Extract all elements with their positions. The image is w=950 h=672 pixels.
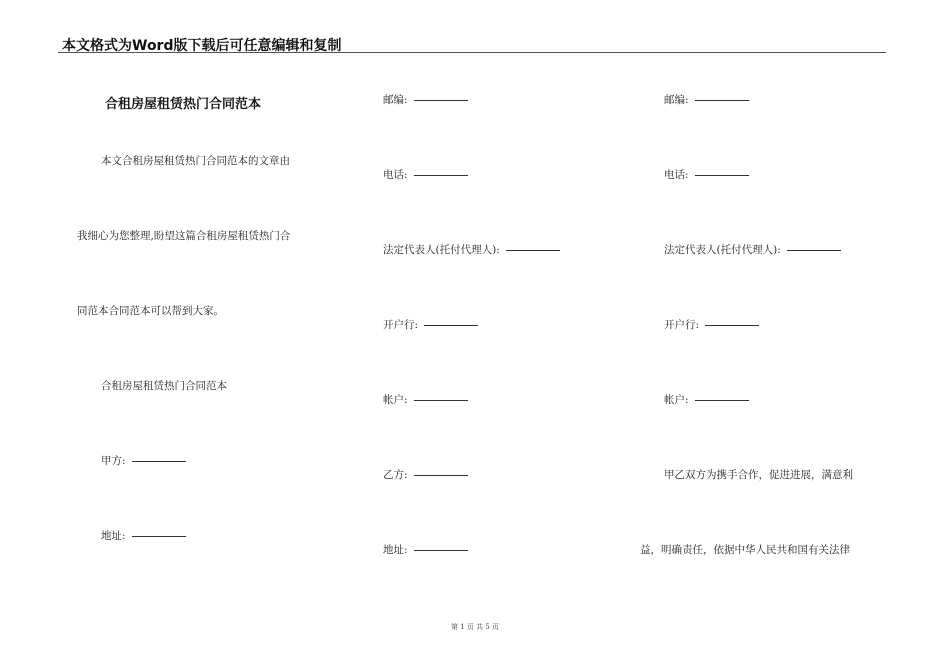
document-title: 合租房屋租赁热门合同范本 xyxy=(105,97,262,112)
party-b-account-field xyxy=(664,393,749,407)
bank-label: 开户行: xyxy=(383,319,419,331)
legal-rep-blank xyxy=(506,250,560,251)
party-b-phone-field xyxy=(664,168,749,182)
phone-label: 电话: xyxy=(383,169,408,181)
account-blank xyxy=(695,400,749,401)
party-a-legal-rep-field xyxy=(383,243,560,257)
intro-line-2: 我细心为您整理,盼望这篇合租房屋租赁热门合 xyxy=(77,230,291,242)
party-b-blank xyxy=(414,475,468,476)
party-b-legal-rep-field xyxy=(664,243,841,257)
party-b-bank-field xyxy=(664,318,759,332)
party-b-address-field xyxy=(383,543,468,557)
bank-blank xyxy=(705,325,759,326)
party-b-address-blank xyxy=(414,550,468,551)
bank-label: 开户行: xyxy=(664,319,700,331)
agreement-text-line-2: 益，明确责任，依据中华人民共和国有关法律 xyxy=(640,544,850,556)
party-a-postcode-field xyxy=(383,93,468,107)
bank-blank xyxy=(424,325,478,326)
phone-blank xyxy=(695,175,749,176)
intro-line-3: 同范本合同范本可以帮到大家。 xyxy=(77,305,224,317)
postcode-blank xyxy=(695,100,749,101)
postcode-label: 邮编: xyxy=(664,94,689,106)
party-b-field xyxy=(383,468,468,482)
page-number: 第 1 页 共 5 页 xyxy=(450,623,500,631)
account-label: 帐户: xyxy=(383,394,408,406)
phone-blank xyxy=(414,175,468,176)
party-a-blank xyxy=(132,461,186,462)
header-divider xyxy=(58,52,886,53)
party-a-bank-field xyxy=(383,318,478,332)
postcode-blank xyxy=(414,100,468,101)
party-a-label: 甲方: xyxy=(101,455,126,467)
header-title: 本文格式为Word版下载后可任意编辑和复制 xyxy=(62,38,342,54)
account-label: 帐户: xyxy=(664,394,689,406)
phone-label: 电话: xyxy=(664,169,689,181)
legal-rep-label: 法定代表人(托付代理人): xyxy=(664,244,781,256)
party-a-account-field xyxy=(383,393,468,407)
party-b-address-label: 地址: xyxy=(383,544,408,556)
contract-subtitle: 合租房屋租赁热门合同范本 xyxy=(101,380,227,392)
party-a-field xyxy=(101,454,186,468)
account-blank xyxy=(414,400,468,401)
legal-rep-label: 法定代表人(托付代理人): xyxy=(383,244,500,256)
party-a-phone-field xyxy=(383,168,468,182)
intro-line-1: 本文合租房屋租赁热门合同范本的文章由 xyxy=(101,155,290,167)
party-a-address-field xyxy=(101,529,186,543)
party-b-label: 乙方: xyxy=(383,469,408,481)
agreement-text-line-1: 甲乙双方为携手合作，促进进展，满意利 xyxy=(664,469,853,481)
party-b-postcode-field xyxy=(664,93,749,107)
legal-rep-blank xyxy=(787,250,841,251)
party-a-address-blank xyxy=(132,536,186,537)
postcode-label: 邮编: xyxy=(383,94,408,106)
party-a-address-label: 地址: xyxy=(101,530,126,542)
